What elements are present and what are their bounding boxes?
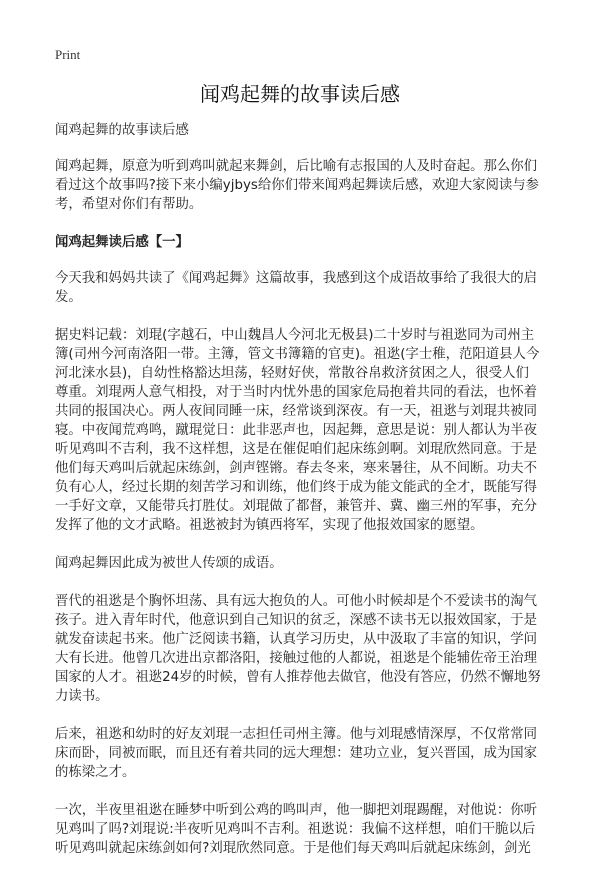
text-line: 就发奋读起书来。他广泛阅读书籍，认真学习历史，从中汲取了丰富的知识，学问 (55, 632, 538, 647)
article-subtitle: 闻鸡起舞的故事读后感 (55, 123, 189, 138)
paragraph (55, 326, 555, 535)
text-line: 簿(司州今河南洛阳一带。主簿，管文书簿籍的官吏)。祖逖(字士稚，范阳道县人今 (55, 347, 540, 362)
text-line: 后来，祖逖和幼时的好友刘琨一志担任司州主簿。他与刘琨感情深厚，不仅常常同 (55, 727, 538, 742)
text-line: 负有心人，经过长期的刻苦学习和训练，他们终于成为能文能武的全才，既能写得 (55, 480, 538, 495)
section-heading: 闻鸡起舞读后感【一】 (55, 235, 189, 250)
paragraph-list (55, 269, 555, 858)
paragraph (55, 269, 555, 307)
text-line: 一次，半夜里祖逖在睡梦中听到公鸡的鸣叫声，他一脚把刘琨踢醒，对他说：你听 (55, 803, 538, 818)
text-line: 听见鸡叫不吉利，我不这样想，这是在催促咱们起床练剑啊。刘琨欣然同意。于是 (55, 442, 538, 457)
text-line: 床而卧，同被而眠，而且还有着共同的远大理想：建功立业，复兴晋国，成为国家 (55, 746, 538, 761)
text-line: 一手好文章，又能带兵打胜仗。刘琨做了都督，兼管并、冀、幽三州的军事，充分 (55, 499, 538, 514)
text-line: 今天我和妈妈共读了《闻鸡起舞》这篇故事，我感到这个成语故事给了我很大的启 (55, 271, 538, 286)
text-line: 闻鸡起舞，原意为听到鸡叫就起来舞剑，后比喻有志报国的人及时奋起。那么你们 (55, 159, 538, 174)
text-line: 大有长进。他曾几次进出京都洛阳，接触过他的人都说，祖逖是个能辅佐帝王治理 (55, 651, 538, 666)
text-line: 的栋梁之才。 (55, 765, 136, 780)
text-line: 晋代的祖逖是个胸怀坦荡、具有远大抱负的人。可他小时候却是个不爱读书的淘气 (55, 594, 538, 609)
text-line: 看过这个故事吗?接下来小编yjbys给你们带来闻鸡起舞读后感，欢迎大家阅读与参 (55, 178, 540, 193)
text-line: 发挥了他的文才武略。祖逖被封为镇西将军，实现了他报效国家的愿望。 (55, 518, 484, 533)
paragraph (55, 554, 555, 573)
text-line: 河北涞水县)，自幼性格豁达坦荡，轻财好侠，常散谷帛救济贫困之人，很受人们 (55, 366, 529, 381)
text-line: 寝。中夜闻荒鸡鸣，蹴琨觉日：此非恶声也，因起舞，意思是说：别人都认为半夜 (55, 423, 538, 438)
page-title: 闻鸡起舞的故事读后感 (200, 82, 400, 106)
text-line: 他们每天鸡叫后就起床练剑，剑声铿锵。春去冬来，寒来暑往，从不间断。功夫不 (55, 461, 538, 476)
paragraph (55, 592, 555, 706)
text-line: 尊重。刘琨两人意气相投，对于当时内忧外患的国家危局抱着共同的看法，也怀着 (55, 385, 538, 400)
text-line: 见鸡叫了吗?刘琨说:半夜听见鸡叫不吉利。祖逖说：我偏不这样想，咱们干脆以后 (55, 822, 536, 837)
text-line: 共同的报国决心。两人夜间同睡一床，经常谈到深夜。有一天，祖逖与刘琨共被同 (55, 404, 538, 419)
text-line: 考，希望对你们有帮助。 (55, 197, 203, 212)
text-line: 国家的人才。祖逖24岁的时候，曾有人推荐他去做官，他没有答应，仍然不懈地努 (55, 670, 541, 685)
print-link[interactable]: Print (55, 47, 81, 62)
text-line: 闻鸡起舞因此成为被世人传颂的成语。 (55, 556, 283, 571)
text-line: 孩子。进入青年时代，他意识到自己知识的贫乏，深感不读书无以报效国家，于是 (55, 613, 538, 628)
text-line: 力读书。 (55, 689, 109, 704)
intro-paragraph (55, 157, 555, 214)
text-line: 发。 (55, 290, 82, 305)
paragraph (55, 801, 555, 858)
text-line: 听见鸡叫就起床练剑如何?刘琨欣然同意。于是他们每天鸡叫后就起床练剑，剑光 (55, 841, 531, 856)
paragraph (55, 725, 555, 782)
text-line: 据史料记载：刘琨(字越石，中山魏昌人今河北无极县)二十岁时与祖逖同为司州主 (55, 328, 535, 343)
article-body (55, 121, 555, 877)
